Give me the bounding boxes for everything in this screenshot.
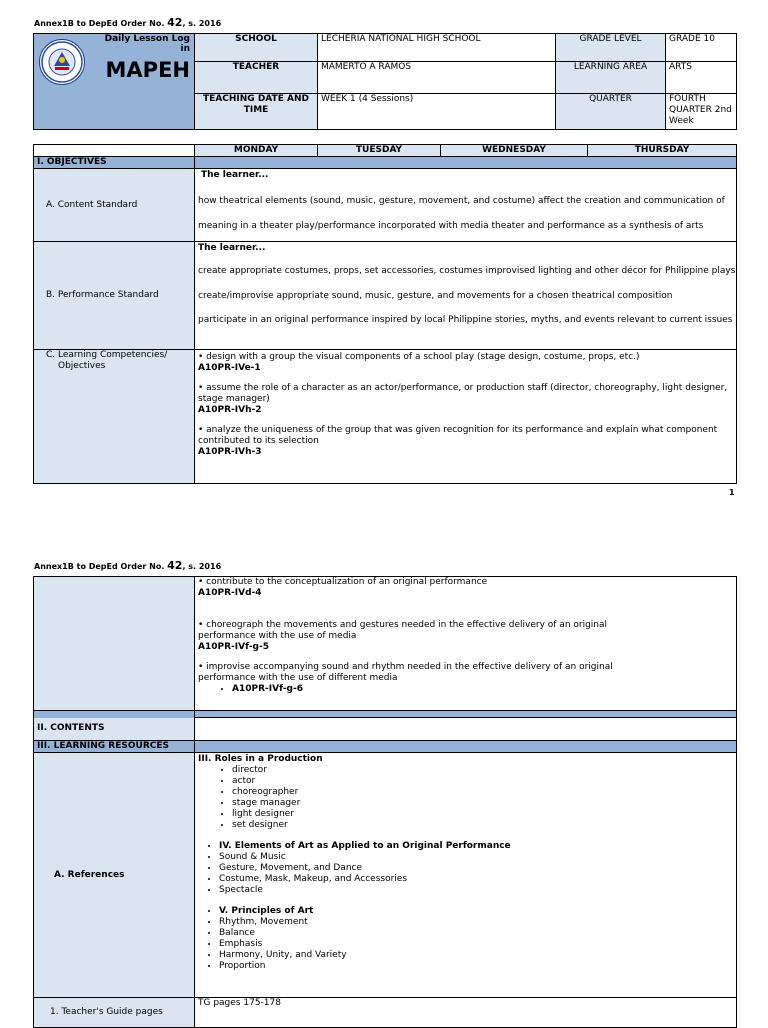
teacher-value: MAMERTO A RAMOS	[318, 62, 556, 94]
objectives-header: I. OBJECTIVES	[34, 157, 195, 169]
grade-value: GRADE 10	[666, 34, 737, 62]
header-prefix: Annex1B to DepEd Order No.	[34, 19, 168, 28]
element-item: • Gesture, Movement, and Dance	[219, 863, 733, 874]
competencies-label2: Objectives	[58, 361, 106, 371]
competency-text: • improvise accompanying sound and rhythm needed in the effective delivery of an original performance with the use of different media	[198, 662, 613, 683]
performance-standard-lead: The learner...	[198, 243, 266, 253]
element-item: • Spectacle	[219, 885, 733, 896]
deped-seal-icon	[40, 40, 84, 84]
role-item: • stage manager	[232, 798, 733, 809]
teacher-label: TEACHER	[195, 62, 318, 94]
performance-item: participate in an original performance inspired by local Philippine stories, myths, and events relevant to current issues	[198, 315, 733, 325]
title-line2: in	[180, 44, 190, 54]
deped-logo	[39, 39, 85, 85]
principle-item: • Harmony, Unity, and Variety	[219, 950, 733, 961]
school-label: SCHOOL	[195, 34, 318, 62]
role-item: • director	[232, 765, 733, 776]
page-number: 1	[729, 488, 735, 497]
role-item: • light designer	[232, 809, 733, 820]
subject-title: MAPEH	[105, 58, 190, 82]
competency-code: A10PR-IVh-2	[198, 405, 262, 415]
date-value: WEEK 1 (4 Sessions)	[318, 94, 556, 130]
tg-label: 1. Teacher's Guide pages	[34, 998, 195, 1028]
grade-label: GRADE LEVEL	[556, 34, 666, 62]
competency-code: A10PR-IVf-g-5	[198, 642, 269, 652]
competency-text: • choreograph the movements and gestures needed in the effective delivery of an original performance with the use of media	[198, 620, 608, 641]
date-label: TEACHING DATE AND TIME	[195, 94, 318, 130]
competencies-label: C. Learning Competencies/	[46, 350, 168, 360]
principle-item: • Balance	[219, 928, 733, 939]
performance-item: create/improvise appropriate sound, music, gesture, and movements for a chosen theatrical composition	[198, 291, 673, 301]
competency-code: A10PR-IVh-3	[198, 447, 262, 457]
header-prefix: Annex1B to DepEd Order No.	[34, 562, 168, 571]
page-header-2	[34, 559, 221, 572]
references-label: A. References	[34, 753, 195, 998]
header-number: 42	[167, 559, 183, 572]
objectives-table	[33, 144, 737, 484]
day-thursday: THURSDAY	[588, 145, 737, 157]
element-item: • Costume, Mask, Makeup, and Accessories	[219, 874, 733, 885]
element-item: • Sound & Music	[219, 852, 733, 863]
area-label: LEARNING AREA	[556, 62, 666, 94]
content-standard-text2: meaning in a theater play/performance incorporated with media theater and performance as a synthesis of arts	[198, 221, 704, 231]
competency-text: • design with a group the visual components of a school play (stage design, costume, props, etc.)	[198, 352, 640, 362]
quarter-label: QUARTER	[556, 94, 666, 130]
school-value: LECHERIA NATIONAL HIGH SCHOOL	[318, 34, 556, 62]
elements-title: • IV. Elements of Art as Applied to an Original Performance	[219, 841, 733, 852]
principle-item: • Proportion	[219, 961, 733, 972]
role-item: • set designer	[232, 820, 733, 831]
principle-item: • Emphasis	[219, 939, 733, 950]
principles-title: • V. Principles of Art	[219, 906, 733, 917]
competency-text: • analyze the uniqueness of the group that was given recognition for its performance and explain what component contributed to its selection	[198, 425, 718, 446]
competency-code: • A10PR-IVf-g-6	[232, 684, 733, 695]
performance-standard-label: B. Performance Standard	[34, 242, 195, 350]
competency-text: • assume the role of a character as an actor/performance, or production staff (director, choreography, light designer, stage manager)	[198, 383, 728, 404]
principle-item: • Rhythm, Movement	[219, 917, 733, 928]
page-header	[34, 16, 221, 29]
header-suffix: , s. 2016	[182, 19, 222, 28]
quarter-value: FOURTH QUARTER 2nd Week	[666, 94, 737, 130]
day-tuesday: TUESDAY	[318, 145, 441, 157]
competency-code: A10PR-IVe-1	[198, 363, 261, 373]
info-table	[33, 33, 737, 130]
day-monday: MONDAY	[195, 145, 318, 157]
tg-value: TG pages 175-178	[195, 998, 737, 1028]
content-standard-label: A. Content Standard	[34, 169, 195, 242]
roles-title: III. Roles in a Production	[198, 754, 323, 764]
resources-table	[33, 576, 737, 1028]
area-value: ARTS	[666, 62, 737, 94]
resources-header: III. LEARNING RESOURCES	[34, 741, 195, 753]
header-number: 42	[167, 16, 183, 29]
competency-code: A10PR-IVd-4	[198, 588, 262, 598]
performance-item: create appropriate costumes, props, set accessories, costumes improvised lighting and other décor for Philippine plays	[198, 266, 736, 276]
content-standard-text1: how theatrical elements (sound, music, gesture, movement, and costume) affect the creation and communication of	[198, 196, 725, 206]
day-wednesday: WEDNESDAY	[441, 145, 588, 157]
title-block	[34, 34, 195, 130]
title-line1: Daily Lesson Log	[104, 34, 190, 44]
competency-text: • contribute to the conceptualization of an original performance	[198, 577, 488, 587]
role-item: • choreographer	[232, 787, 733, 798]
header-suffix: , s. 2016	[182, 562, 222, 571]
role-item: • actor	[232, 776, 733, 787]
contents-header: II. CONTENTS	[34, 718, 195, 741]
content-standard-lead: The learner...	[201, 170, 269, 180]
